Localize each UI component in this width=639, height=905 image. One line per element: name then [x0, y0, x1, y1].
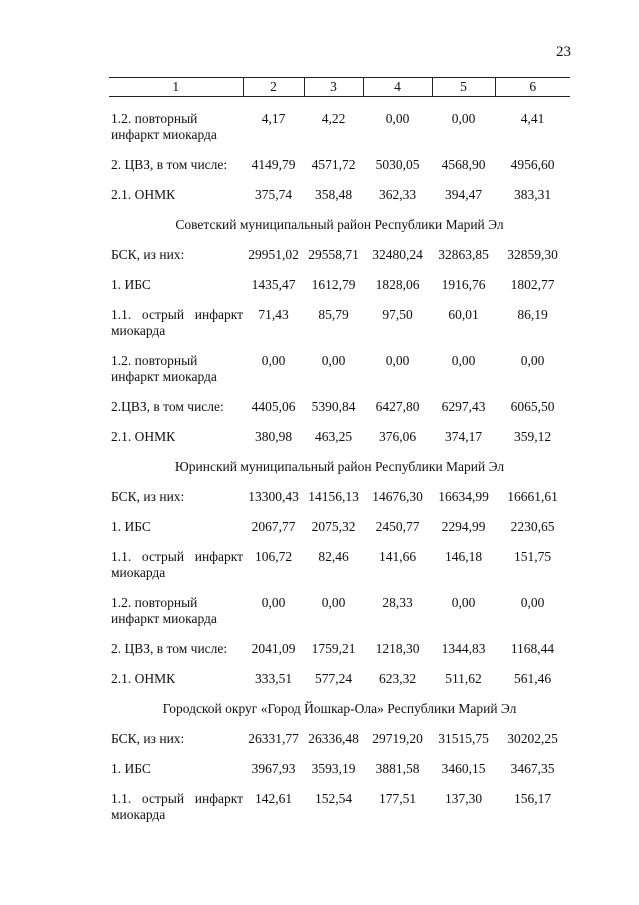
value-cell-col-4: 376,06 — [378, 429, 417, 444]
value-cell-col-6: 383,31 — [513, 187, 552, 202]
row-label — [109, 549, 243, 595]
value-cell-col-4: 97,50 — [382, 307, 413, 322]
row-label-line: БСК, из них: — [111, 247, 185, 262]
row-label — [109, 731, 243, 761]
row-label-line — [111, 791, 243, 807]
table-row — [109, 187, 570, 217]
value-cell-col-3: 82,46 — [318, 549, 349, 564]
row-label — [109, 429, 243, 459]
header-col-5: 5 — [432, 78, 495, 97]
value-cell-col-6: 6065,50 — [510, 399, 555, 414]
value-cell-col-6: 156,17 — [513, 791, 552, 806]
table-row — [109, 671, 570, 701]
value-cell-col-5: 0,00 — [451, 353, 476, 368]
value-cell-col-6: 561,46 — [513, 671, 552, 686]
value-cell-col-6: 151,75 — [513, 549, 552, 564]
row-label-line: 2.1. ОНМК — [111, 671, 176, 686]
row-label-line — [111, 307, 243, 323]
table-header — [109, 78, 570, 97]
row-label-line: 1. ИБС — [111, 519, 151, 534]
value-cell-col-3: 0,00 — [321, 353, 346, 368]
row-label — [109, 489, 243, 519]
value-cell-col-3: 2075,32 — [311, 519, 356, 534]
value-cell-col-5: 146,18 — [444, 549, 483, 564]
value-cell-col-2: 142,61 — [254, 791, 293, 806]
value-cell-col-5: 4568,90 — [441, 157, 486, 172]
value-cell-col-5: 0,00 — [451, 111, 476, 126]
value-cell-col-2: 13300,43 — [248, 489, 299, 504]
value-cell-col-2: 380,98 — [254, 429, 293, 444]
row-label-line: 1.2. повторный — [111, 353, 198, 368]
value-cell-col-2: 4149,79 — [251, 157, 296, 172]
row-label-line: 2.1. ОНМК — [111, 187, 176, 202]
value-cell-col-2: 375,74 — [254, 187, 293, 202]
value-cell-col-3: 463,25 — [314, 429, 353, 444]
value-cell-col-2: 26331,77 — [248, 731, 299, 746]
value-cell-col-4: 1218,30 — [375, 641, 420, 656]
value-cell-col-4: 29719,20 — [372, 731, 423, 746]
table-row — [109, 641, 570, 671]
value-cell-col-6: 1802,77 — [510, 277, 555, 292]
table-row — [109, 157, 570, 187]
statistics-table — [109, 77, 570, 837]
table-row — [109, 111, 570, 157]
value-cell-col-6: 0,00 — [520, 595, 545, 610]
row-label-line: 2. ЦВЗ, в том числе: — [111, 641, 228, 656]
value-cell-col-4: 141,66 — [378, 549, 417, 564]
value-cell-col-2: 2067,77 — [251, 519, 296, 534]
value-cell-col-3: 358,48 — [314, 187, 353, 202]
row-label-line: миокарда — [111, 323, 166, 338]
row-label-line: БСК, из них: — [111, 489, 185, 504]
value-cell-col-3: 1759,21 — [311, 641, 356, 656]
row-label — [109, 399, 243, 429]
table-row — [109, 519, 570, 549]
value-cell-col-5: 6297,43 — [441, 399, 486, 414]
section-title: Городской округ «Город Йошкар-Ола» Республики Марий Эл — [162, 701, 517, 716]
table-row — [109, 399, 570, 429]
table-row — [109, 489, 570, 519]
value-cell-col-2: 29951,02 — [248, 247, 299, 262]
value-cell-col-5: 16634,99 — [438, 489, 489, 504]
row-label-line: БСК, из них: — [111, 731, 185, 746]
value-cell-col-4: 6427,80 — [375, 399, 420, 414]
value-cell-col-5: 3460,15 — [441, 761, 486, 776]
table-row — [109, 595, 570, 641]
value-cell-col-2: 0,00 — [261, 595, 286, 610]
value-cell-col-5: 2294,99 — [441, 519, 486, 534]
label-word: инфаркт — [194, 791, 243, 806]
row-label-line — [111, 549, 243, 565]
row-label-line: инфаркт миокарда — [111, 127, 217, 142]
value-cell-col-3: 1612,79 — [311, 277, 356, 292]
value-cell-col-2: 71,43 — [258, 307, 289, 322]
value-cell-col-5: 0,00 — [451, 595, 476, 610]
row-label — [109, 761, 243, 791]
value-cell-col-4: 177,51 — [378, 791, 417, 806]
value-cell-col-5: 137,30 — [444, 791, 483, 806]
row-label — [109, 247, 243, 277]
row-label — [109, 307, 243, 353]
value-cell-col-4: 0,00 — [385, 111, 410, 126]
value-cell-col-4: 28,33 — [382, 595, 413, 610]
label-word: 1.1. — [111, 307, 132, 322]
table-row — [109, 277, 570, 307]
value-cell-col-5: 374,17 — [444, 429, 483, 444]
label-word: острый — [141, 549, 185, 564]
table-row — [109, 731, 570, 761]
value-cell-col-6: 16661,61 — [507, 489, 558, 504]
table-body — [109, 97, 570, 838]
row-label — [109, 111, 243, 157]
value-cell-col-4: 14676,30 — [372, 489, 423, 504]
value-cell-col-2: 1435,47 — [251, 277, 296, 292]
row-label — [109, 353, 243, 399]
row-label-line: миокарда — [111, 565, 166, 580]
value-cell-col-6: 1168,44 — [510, 641, 555, 656]
section-row — [109, 701, 570, 731]
table-row — [109, 791, 570, 837]
value-cell-col-4: 0,00 — [385, 353, 410, 368]
value-cell-col-5: 60,01 — [448, 307, 479, 322]
value-cell-col-2: 106,72 — [254, 549, 293, 564]
row-label-line: 1. ИБС — [111, 277, 151, 292]
row-label-line: 1.2. повторный — [111, 111, 198, 126]
section-title: Юринский муниципальный район Республики Марий Эл — [174, 459, 505, 474]
value-cell-col-2: 4,17 — [261, 111, 286, 126]
label-word: острый — [141, 791, 185, 806]
table-row — [109, 429, 570, 459]
value-cell-col-2: 333,51 — [254, 671, 293, 686]
value-cell-col-4: 1828,06 — [375, 277, 420, 292]
header-col-2: 2 — [243, 78, 304, 97]
header-col-3: 3 — [304, 78, 363, 97]
value-cell-col-6: 2230,65 — [510, 519, 555, 534]
value-cell-col-5: 1344,83 — [441, 641, 486, 656]
section-row — [109, 217, 570, 247]
table-row — [109, 353, 570, 399]
value-cell-col-5: 394,47 — [444, 187, 483, 202]
value-cell-col-5: 1916,76 — [441, 277, 486, 292]
value-cell-col-6: 0,00 — [520, 353, 545, 368]
page-number: 23 — [556, 44, 571, 60]
header-col-4: 4 — [363, 78, 432, 97]
header-col-6: 6 — [495, 78, 570, 97]
row-label-line: 1. ИБС — [111, 761, 151, 776]
value-cell-col-3: 14156,13 — [308, 489, 359, 504]
value-cell-col-3: 577,24 — [314, 671, 353, 686]
value-cell-col-5: 31515,75 — [438, 731, 489, 746]
value-cell-col-6: 32859,30 — [507, 247, 558, 262]
row-label — [109, 595, 243, 641]
value-cell-col-3: 4,22 — [321, 111, 346, 126]
value-cell-col-4: 3881,58 — [375, 761, 420, 776]
value-cell-col-4: 5030,05 — [375, 157, 420, 172]
row-label — [109, 187, 243, 217]
table-row — [109, 247, 570, 277]
value-cell-col-3: 26336,48 — [308, 731, 359, 746]
value-cell-col-2: 2041,09 — [251, 641, 296, 656]
row-label-line: инфаркт миокарда — [111, 369, 217, 384]
value-cell-col-2: 0,00 — [261, 353, 286, 368]
value-cell-col-3: 5390,84 — [311, 399, 356, 414]
value-cell-col-4: 623,32 — [378, 671, 417, 686]
table-row — [109, 761, 570, 791]
section-row — [109, 459, 570, 489]
row-label-line: инфаркт миокарда — [111, 611, 217, 626]
value-cell-col-6: 30202,25 — [507, 731, 558, 746]
value-cell-col-6: 3467,35 — [510, 761, 555, 776]
row-label — [109, 671, 243, 701]
section-title: Советский муниципальный район Республики Марий Эл — [175, 217, 504, 232]
label-word: 1.1. — [111, 791, 132, 806]
table-row — [109, 549, 570, 595]
row-label-line: миокарда — [111, 807, 166, 822]
row-label — [109, 791, 243, 837]
label-word: острый — [141, 307, 185, 322]
value-cell-col-6: 4956,60 — [510, 157, 555, 172]
value-cell-col-3: 3593,19 — [311, 761, 356, 776]
header-col-1: 1 — [109, 78, 243, 97]
row-label-line: 2.1. ОНМК — [111, 429, 176, 444]
value-cell-col-3: 85,79 — [318, 307, 349, 322]
value-cell-col-6: 86,19 — [517, 307, 548, 322]
row-label — [109, 519, 243, 549]
value-cell-col-4: 2450,77 — [375, 519, 420, 534]
table-row — [109, 307, 570, 353]
row-label — [109, 277, 243, 307]
value-cell-col-3: 152,54 — [314, 791, 353, 806]
value-cell-col-3: 4571,72 — [311, 157, 356, 172]
value-cell-col-5: 32863,85 — [438, 247, 489, 262]
value-cell-col-5: 511,62 — [445, 671, 482, 686]
row-label — [109, 157, 243, 187]
row-label — [109, 641, 243, 671]
row-label-line: 1.2. повторный — [111, 595, 198, 610]
value-cell-col-3: 0,00 — [321, 595, 346, 610]
row-label-line: 2. ЦВЗ, в том числе: — [111, 157, 228, 172]
value-cell-col-2: 4405,06 — [251, 399, 296, 414]
value-cell-col-4: 362,33 — [378, 187, 417, 202]
label-word: инфаркт — [194, 549, 243, 564]
value-cell-col-4: 32480,24 — [372, 247, 423, 262]
row-label-line: 2.ЦВЗ, в том числе: — [111, 399, 224, 414]
label-word: 1.1. — [111, 549, 132, 564]
label-word: инфаркт — [194, 307, 243, 322]
value-cell-col-6: 4,41 — [520, 111, 545, 126]
value-cell-col-6: 359,12 — [513, 429, 552, 444]
value-cell-col-3: 29558,71 — [308, 247, 359, 262]
value-cell-col-2: 3967,93 — [251, 761, 296, 776]
